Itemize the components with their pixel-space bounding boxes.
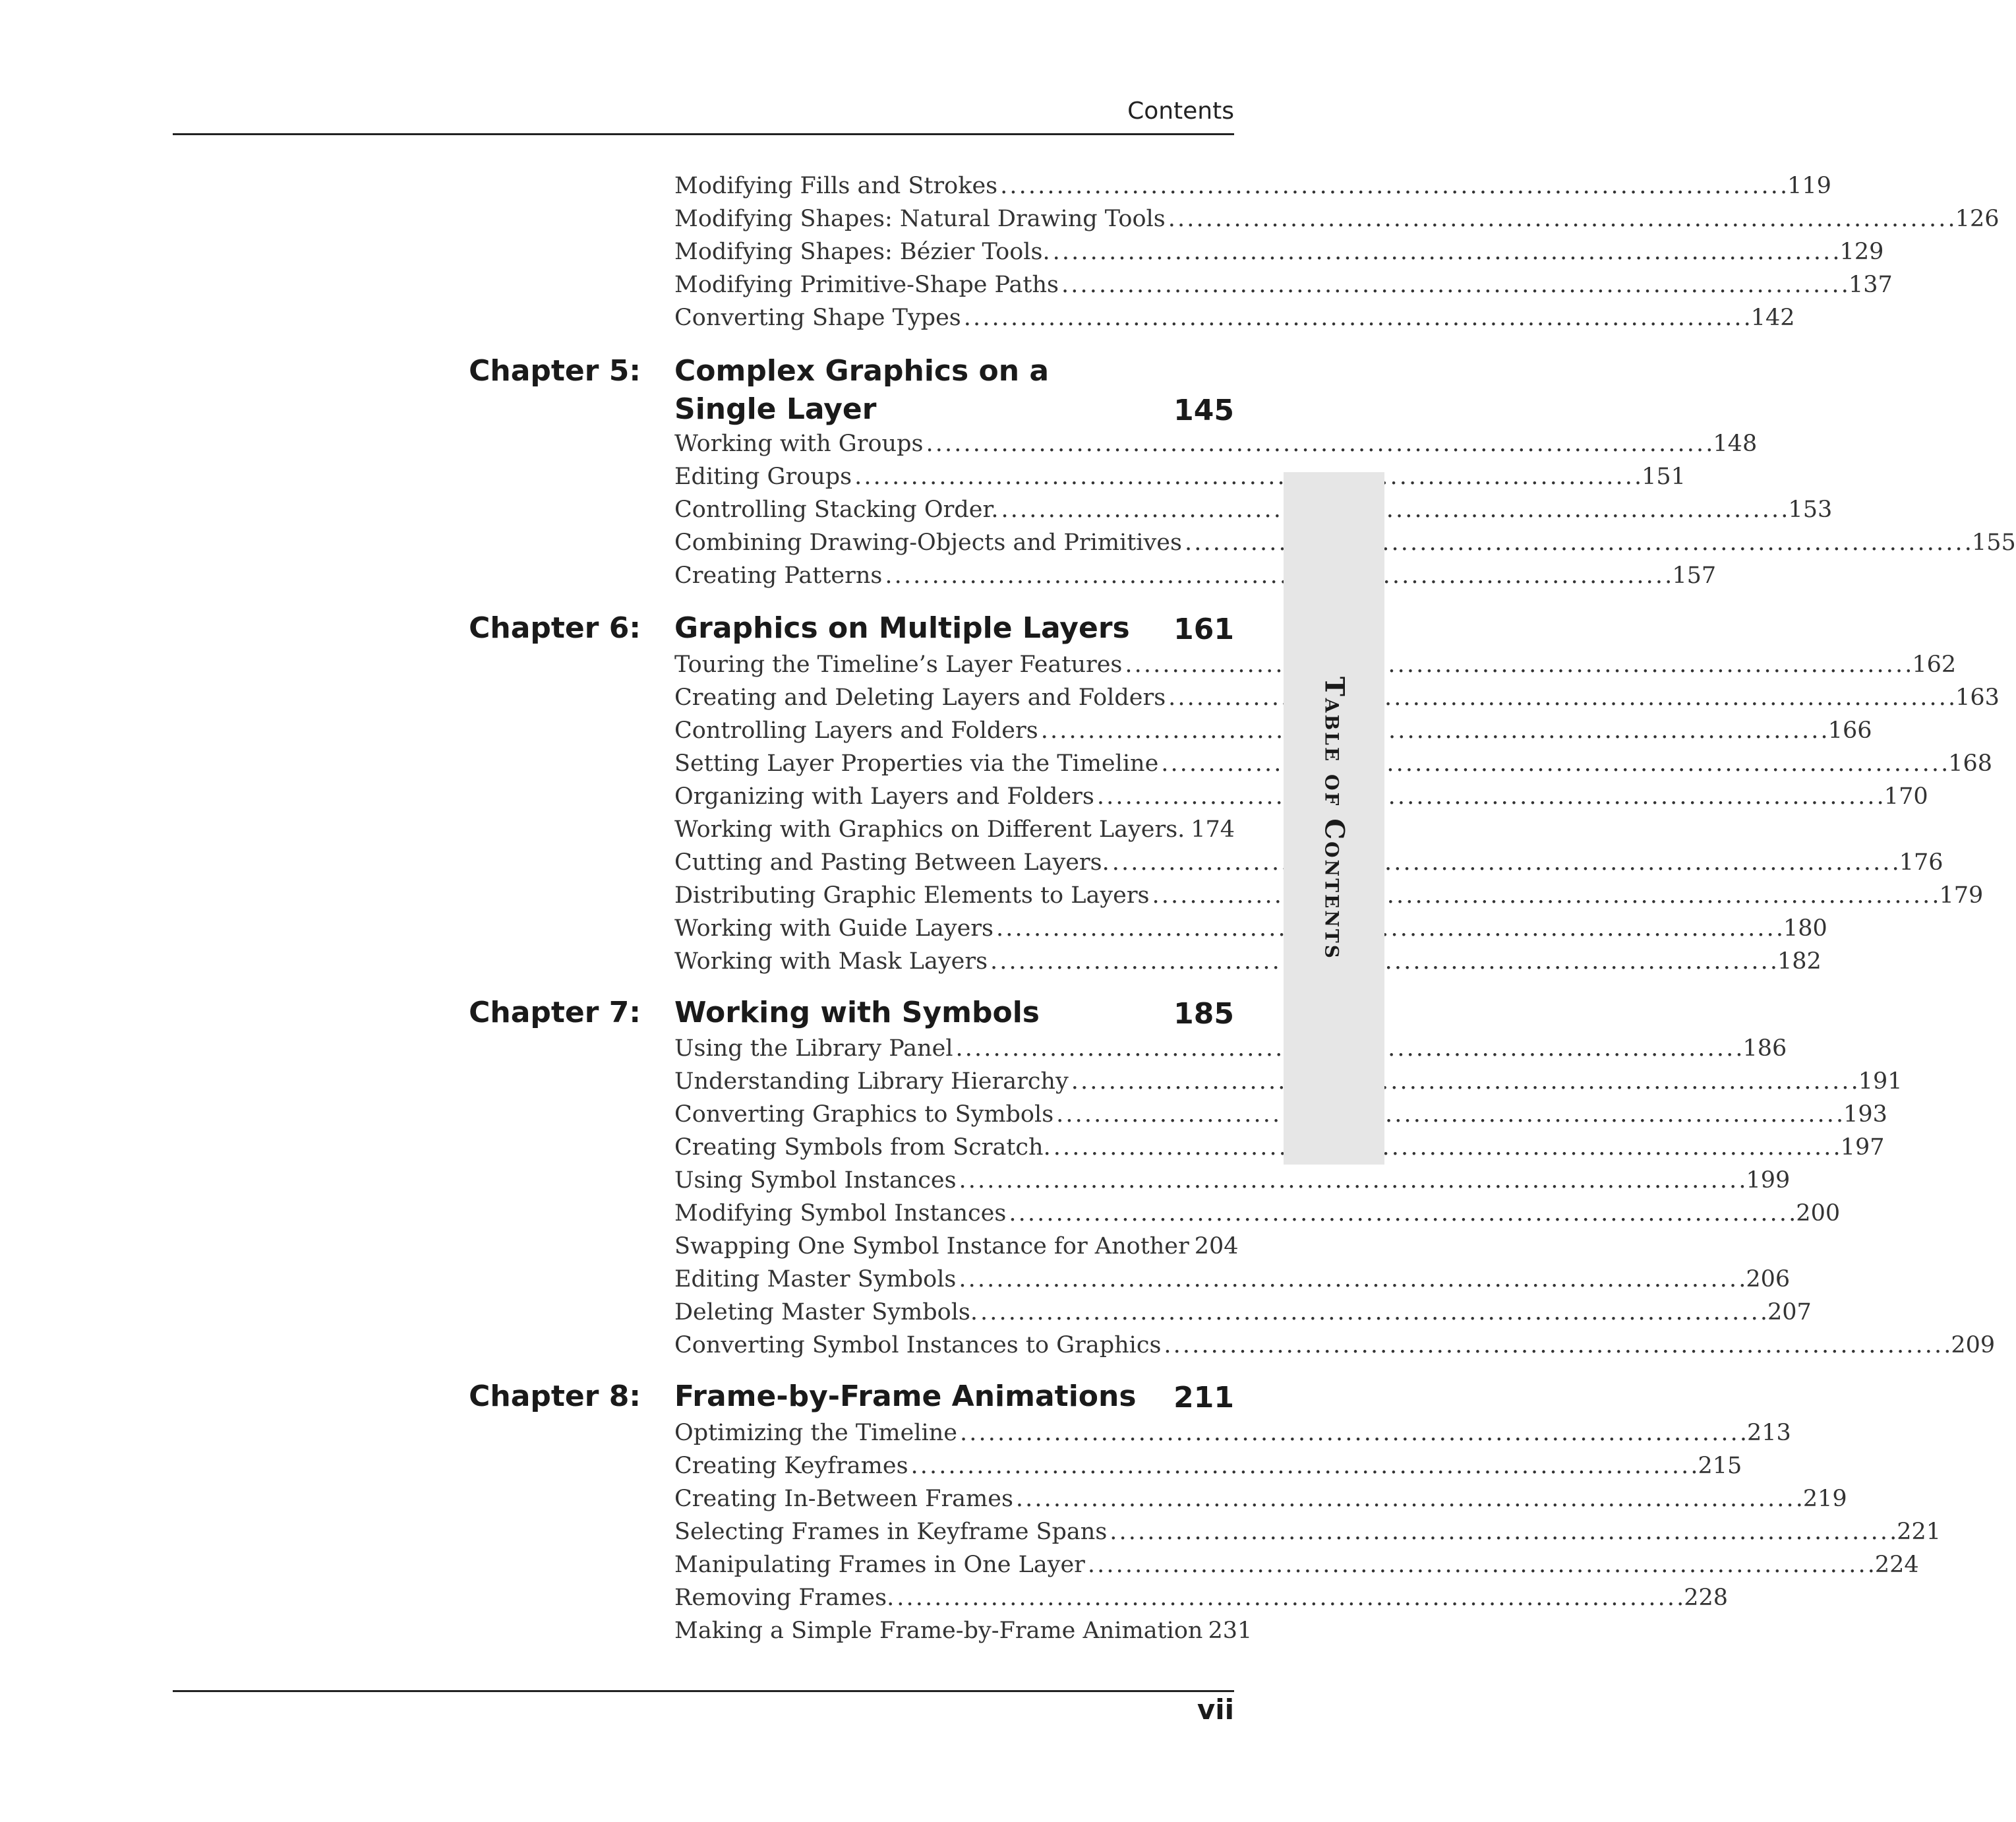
dot-leader (1161, 748, 1945, 779)
toc-entry-page: 162 (1912, 652, 1957, 678)
dot-leader (959, 1165, 1744, 1196)
toc-entry-page: 219 (1802, 1486, 1847, 1512)
chapter-label: Chapter 8: (469, 1380, 641, 1413)
toc-entry-title: Using the Library Panel (674, 1035, 953, 1062)
toc-entry[interactable] (674, 1484, 1847, 1514)
side-tab[interactable] (1284, 472, 1384, 1165)
toc-entry-page: 142 (1750, 305, 1795, 331)
footer-rule (173, 1690, 1234, 1692)
dot-leader (1041, 715, 1825, 746)
toc-entry[interactable] (674, 1099, 1887, 1130)
toc-entry-page: 231 (1208, 1618, 1253, 1644)
dot-leader (1061, 270, 1846, 300)
toc-entry-page: 207 (1767, 1299, 1812, 1325)
toc-entry-title: Understanding Library Hierarchy (674, 1068, 1069, 1095)
toc-entry-page: 157 (1672, 562, 1717, 589)
toc-entry-title: Distributing Graphic Elements to Layers (674, 882, 1150, 909)
toc-entry-title: Working with Guide Layers (674, 915, 993, 942)
toc-entry-page: 148 (1713, 431, 1758, 457)
toc-entry-title: Converting Shape Types (674, 305, 961, 331)
toc-entry[interactable] (674, 1418, 1791, 1448)
chapter-page: 161 (1173, 613, 1234, 646)
toc-entry-page: 224 (1874, 1552, 1919, 1578)
toc-entry-title: Creating Keyframes (674, 1453, 908, 1479)
toc-entry[interactable] (674, 1165, 1791, 1196)
toc-entry[interactable] (674, 650, 1957, 680)
dot-leader (1053, 1132, 1838, 1163)
toc-entry-title: Organizing with Layers and Folders (674, 783, 1094, 810)
toc-entry[interactable] (674, 880, 1984, 911)
toc-entry-page: 129 (1839, 239, 1884, 265)
dot-leader (1071, 1066, 1856, 1097)
toc-entry-title: Editing Groups (674, 464, 852, 490)
toc-entry-title: Working with Groups (674, 431, 924, 457)
toc-entry[interactable] (674, 1132, 1885, 1163)
dot-leader (1009, 1198, 1793, 1229)
toc-entry[interactable] (674, 1451, 1742, 1481)
toc-entry[interactable] (674, 1066, 1903, 1097)
toc-entry[interactable] (674, 946, 1822, 977)
dot-leader (1187, 814, 1188, 845)
dot-leader (1001, 495, 1785, 525)
toc-entry-title: Modifying Shapes: Natural Drawing Tools (674, 206, 1166, 232)
toc-entry[interactable] (674, 715, 1872, 746)
toc-entry-title: Removing Frames. (674, 1585, 895, 1611)
dot-leader (1168, 204, 1953, 234)
running-header: Contents (1127, 98, 1234, 125)
toc-entry-page: 191 (1858, 1068, 1903, 1095)
dot-leader (996, 913, 1781, 944)
dot-leader (980, 1297, 1765, 1327)
toc-entry[interactable] (674, 495, 1833, 525)
toc-entry-title: Manipulating Frames in One Layer (674, 1552, 1085, 1578)
toc-entry[interactable] (674, 1198, 1841, 1229)
chapter-title-line2[interactable]: Single Layer (674, 392, 877, 426)
toc-entry-page: 168 (1948, 750, 1993, 777)
toc-entry-page: 215 (1698, 1453, 1742, 1479)
chapter-title[interactable]: Complex Graphics on a (674, 354, 1050, 388)
toc-entry-title: Creating Symbols from Scratch. (674, 1134, 1051, 1161)
toc-entry[interactable] (674, 1517, 1942, 1547)
toc-entry-page: 193 (1843, 1101, 1887, 1128)
toc-entry-title: Touring the Timeline’s Layer Features (674, 652, 1123, 678)
toc-entry-page: 200 (1796, 1200, 1841, 1227)
toc-entry-page: 151 (1642, 464, 1686, 490)
header-rule (173, 133, 1234, 135)
toc-entry-page: 221 (1897, 1519, 1942, 1545)
toc-entry-page: 228 (1684, 1585, 1729, 1611)
toc-entry[interactable] (674, 913, 1827, 944)
dot-leader (885, 561, 1669, 591)
chapter-page: 145 (1173, 394, 1234, 427)
toc-entry-page: 199 (1746, 1167, 1791, 1194)
toc-entry-title: Swapping One Symbol Instance for Another (674, 1233, 1189, 1260)
dot-leader (1000, 171, 1785, 201)
toc-entry-title: Working with Mask Layers (674, 948, 988, 975)
chapter-label: Chapter 6: (469, 611, 641, 645)
toc-entry-title: Editing Master Symbols (674, 1266, 957, 1292)
toc-entry[interactable] (674, 237, 1884, 267)
dot-leader (959, 1264, 1743, 1294)
toc-entry[interactable] (674, 462, 1686, 492)
toc-entry[interactable] (674, 814, 1235, 845)
toc-entry-page: 174 (1191, 816, 1235, 843)
dot-leader (911, 1451, 1696, 1481)
dot-leader (1152, 880, 1937, 911)
toc-entry-title: Controlling Stacking Order. (674, 497, 999, 523)
toc-entry[interactable] (674, 561, 1717, 591)
toc-entry-title: Converting Graphics to Symbols (674, 1101, 1054, 1128)
toc-entry[interactable] (674, 204, 2000, 234)
toc-entry-title: Creating Patterns (674, 562, 883, 589)
dot-leader (1097, 781, 1882, 812)
toc-entry-page: 176 (1899, 849, 1943, 876)
dot-leader (1088, 1550, 1872, 1580)
dot-leader (1053, 237, 1837, 267)
toc-entry-page: 155 (1971, 530, 2016, 556)
toc-entry[interactable] (674, 1231, 1239, 1261)
toc-entry[interactable] (674, 429, 1758, 459)
dot-leader (1016, 1484, 1800, 1514)
dot-leader (1110, 1517, 1894, 1547)
toc-entry-page: 186 (1742, 1035, 1787, 1062)
dot-leader (1056, 1099, 1841, 1130)
dot-leader (926, 429, 1710, 459)
toc-entry[interactable] (674, 171, 1831, 201)
toc-entry-title: Making a Simple Frame-by-Frame Animation (674, 1618, 1203, 1644)
toc-entry-title: Converting Symbol Instances to Graphics (674, 1332, 1162, 1358)
dot-leader (960, 1418, 1744, 1448)
toc-entry[interactable] (674, 1583, 1729, 1613)
toc-entry-title: Controlling Layers and Folders (674, 717, 1038, 744)
dot-leader (854, 462, 1639, 492)
chapter-title[interactable]: Graphics on Multiple Layers (674, 611, 1130, 645)
toc-entry-page: 209 (1951, 1332, 1996, 1358)
toc-entry-page: 206 (1746, 1266, 1791, 1292)
toc-entry-page: 166 (1827, 717, 1872, 744)
toc-entry[interactable] (674, 1330, 1996, 1360)
toc-entry[interactable] (674, 781, 1928, 812)
toc-entry-page: 197 (1840, 1134, 1885, 1161)
toc-entry-page: 182 (1777, 948, 1822, 975)
dot-leader (1164, 1330, 1948, 1360)
dot-leader (1112, 847, 1897, 878)
toc-entry[interactable] (674, 1264, 1791, 1294)
toc-entry-page: 137 (1848, 272, 1893, 298)
toc-entry-title: Modifying Primitive-Shape Paths (674, 272, 1059, 298)
side-tab-label: Table of Contents (1319, 677, 1349, 960)
dot-leader (964, 303, 1748, 333)
toc-entry-page: 204 (1194, 1233, 1239, 1260)
toc-entry[interactable] (674, 1616, 1253, 1646)
toc-entry[interactable] (674, 683, 2000, 713)
toc-entry-page: 126 (1955, 206, 2000, 232)
toc-entry-title: Deleting Master Symbols. (674, 1299, 978, 1325)
toc-entry-title: Cutting and Pasting Between Layers. (674, 849, 1110, 876)
toc-entry-page: 163 (1955, 684, 2000, 711)
chapter-label: Chapter 5: (469, 354, 641, 388)
toc-entry[interactable] (674, 1550, 1919, 1580)
chapter-page: 211 (1173, 1381, 1234, 1414)
chapter-label: Chapter 7: (469, 996, 641, 1029)
toc-entry-page: 179 (1939, 882, 1984, 909)
toc-entry[interactable] (674, 1033, 1787, 1064)
dot-leader (1125, 650, 1909, 680)
toc-entry[interactable] (674, 748, 1993, 779)
toc-entry-page: 153 (1788, 497, 1833, 523)
toc-entry[interactable] (674, 270, 1893, 300)
toc-entry-title: Using Symbol Instances (674, 1167, 957, 1194)
toc-entry-page: 180 (1783, 915, 1827, 942)
toc-entry-title: Modifying Fills and Strokes (674, 173, 998, 199)
toc-entry-title: Combining Drawing-Objects and Primitives (674, 530, 1182, 556)
toc-entry[interactable] (674, 1297, 1812, 1327)
dot-leader (897, 1583, 1681, 1613)
chapter-title[interactable]: Working with Symbols (674, 996, 1040, 1029)
chapter-page: 185 (1173, 997, 1234, 1031)
toc-entry-title: Setting Layer Properties via the Timeline (674, 750, 1159, 777)
toc-entry[interactable] (674, 847, 1943, 878)
toc-entry-title: Selecting Frames in Keyframe Spans (674, 1519, 1108, 1545)
toc-entry-page: 170 (1883, 783, 1928, 810)
toc-entry-title: Creating and Deleting Layers and Folders (674, 684, 1166, 711)
toc-entry[interactable] (674, 528, 2016, 558)
toc-entry-title: Creating In-Between Frames (674, 1486, 1013, 1512)
toc-entry-title: Optimizing the Timeline (674, 1420, 957, 1446)
toc-entry-page: 119 (1787, 173, 1831, 199)
chapter-title[interactable]: Frame-by-Frame Animations (674, 1380, 1137, 1413)
toc-entry-title: Working with Graphics on Different Layers. (674, 816, 1185, 843)
toc-entry-page: 213 (1746, 1420, 1791, 1446)
toc-entry-title: Modifying Shapes: Bézier Tools. (674, 239, 1050, 265)
toc-entry[interactable] (674, 303, 1795, 333)
page-number: vii (1197, 1693, 1234, 1726)
toc-entry-title: Modifying Symbol Instances (674, 1200, 1007, 1227)
